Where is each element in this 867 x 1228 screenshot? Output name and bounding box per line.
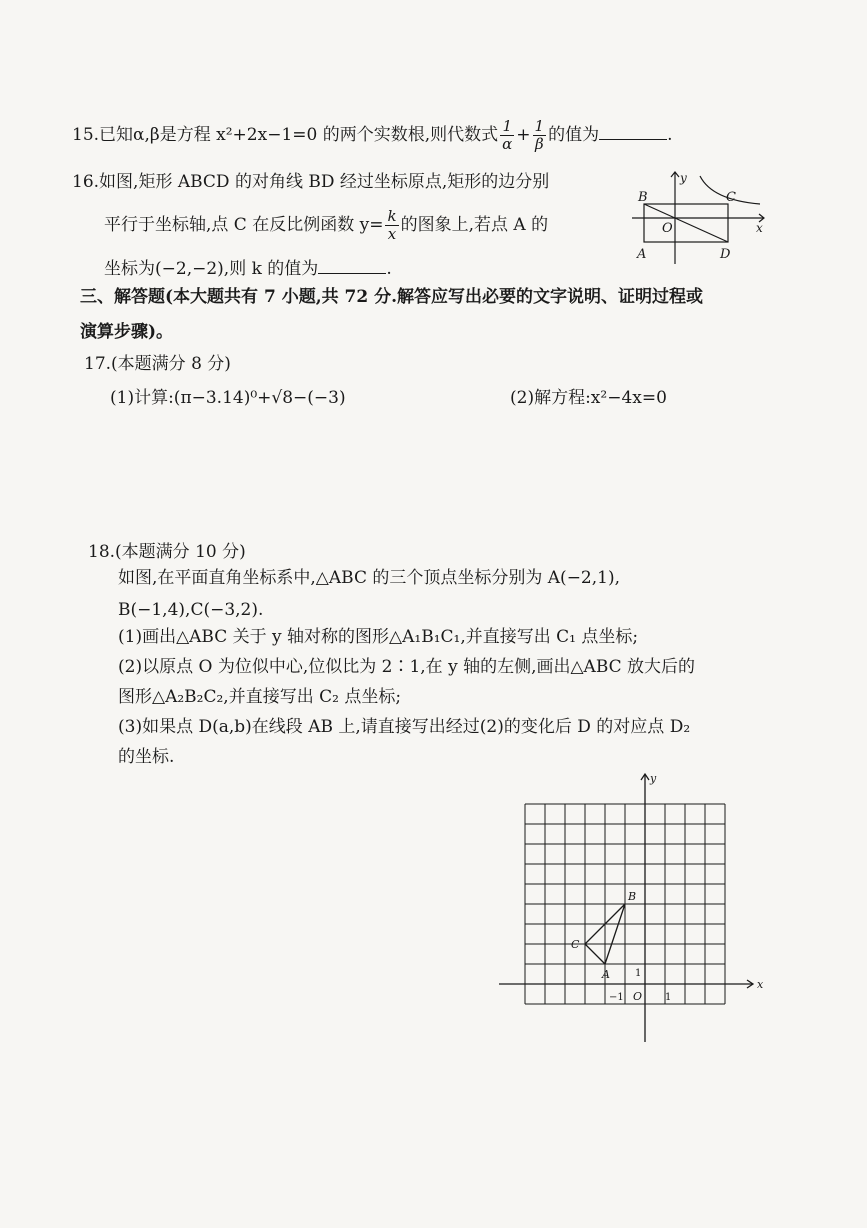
q18-label-o: O [633, 990, 643, 1003]
q18-x-label: x [757, 978, 764, 991]
q16-fraction: $\frac{k}{x}$ [387, 207, 397, 243]
q18-line-7: 的坐标. [118, 747, 175, 767]
q18-label-a: A [602, 968, 610, 981]
q16-y-label: y [680, 171, 687, 185]
q18-tick-y-1: 1 [635, 968, 642, 979]
q15-prefix: 15.已知α,β是方程 x²+2x−1=0 的两个实数根,则代数式 [72, 125, 499, 145]
q16-label-o: O [662, 221, 673, 236]
q17-part-1: (1)计算:(π−3.14)⁰+√8−(−3) [110, 388, 346, 408]
section-3-heading: 三、解答题(本大题共有 7 小题,共 72 分.解答应写出必要的文字说明、证明过程或 [80, 287, 704, 307]
q16-line-1: 16.如图,矩形 ABCD 的对角线 BD 经过坐标原点,矩形的边分别 [72, 172, 550, 192]
q15-fraction-1: $\frac{1}{\alpha}$ [502, 117, 513, 153]
q16-answer-blank[interactable] [318, 257, 386, 274]
q18-tick-x-1: 1 [665, 992, 672, 1003]
q16-figure [628, 168, 768, 268]
q16-diagonal-bd [644, 204, 728, 242]
q17-part-2: (2)解方程:x²−4x=0 [510, 388, 667, 408]
q15-answer-blank[interactable] [599, 123, 667, 140]
q16-label-a: A [637, 247, 647, 262]
q18-label-b: B [628, 890, 637, 903]
q18-label-c: C [571, 938, 580, 951]
q16-x-label: x [756, 221, 763, 235]
q18-line-6: (3)如果点 D(a,b)在线段 AB 上,请直接写出经过(2)的变化后 D 的对应点 D₂ [118, 717, 691, 737]
q18-y-label: y [650, 772, 657, 785]
q18-grid-figure [495, 770, 770, 1045]
question-15: 15.已知α,β是方程 x²+2x−1=0 的两个实数根,则代数式 $\frac{1}{\alpha}$ + $\frac{1}{\beta}$ 的值为 . [72, 117, 673, 153]
q15-fraction-2: $\frac{1}{\beta}$ [534, 117, 545, 153]
q18-line-5: 图形△A₂B₂C₂,并直接写出 C₂ 点坐标; [118, 687, 402, 707]
q17-title: 17.(本题满分 8 分) [84, 354, 231, 374]
q18-line-2: B(−1,4),C(−3,2). [118, 600, 264, 620]
section-3-heading-cont: 演算步骤)。 [80, 322, 174, 342]
q18-line-3: (1)画出△ABC 关于 y 轴对称的图形△A₁B₁C₁,并直接写出 C₁ 点坐标; [118, 627, 639, 647]
q16-label-d: D [720, 247, 731, 262]
q16-line-3: 坐标为(−2,−2),则 k 的值为 . [104, 259, 392, 279]
q16-label-b: B [638, 190, 648, 205]
q15-suffix: 的值为 [548, 125, 600, 145]
q18-line-1: 如图,在平面直角坐标系中,△ABC 的三个顶点坐标分别为 A(−2,1), [118, 568, 621, 588]
q18-line-4: (2)以原点 O 为位似中心,位似比为 2∶1,在 y 轴的左侧,画出△ABC 放大后的 [118, 657, 696, 677]
q18-title: 18.(本题满分 10 分) [88, 542, 246, 562]
q18-tick-x-minus-1: −1 [609, 992, 624, 1003]
q16-line-2: 平行于坐标轴,点 C 在反比例函数 y= $\frac{k}{x}$ 的图象上,若点 A 的 [104, 207, 549, 243]
q16-label-c: C [726, 190, 736, 205]
